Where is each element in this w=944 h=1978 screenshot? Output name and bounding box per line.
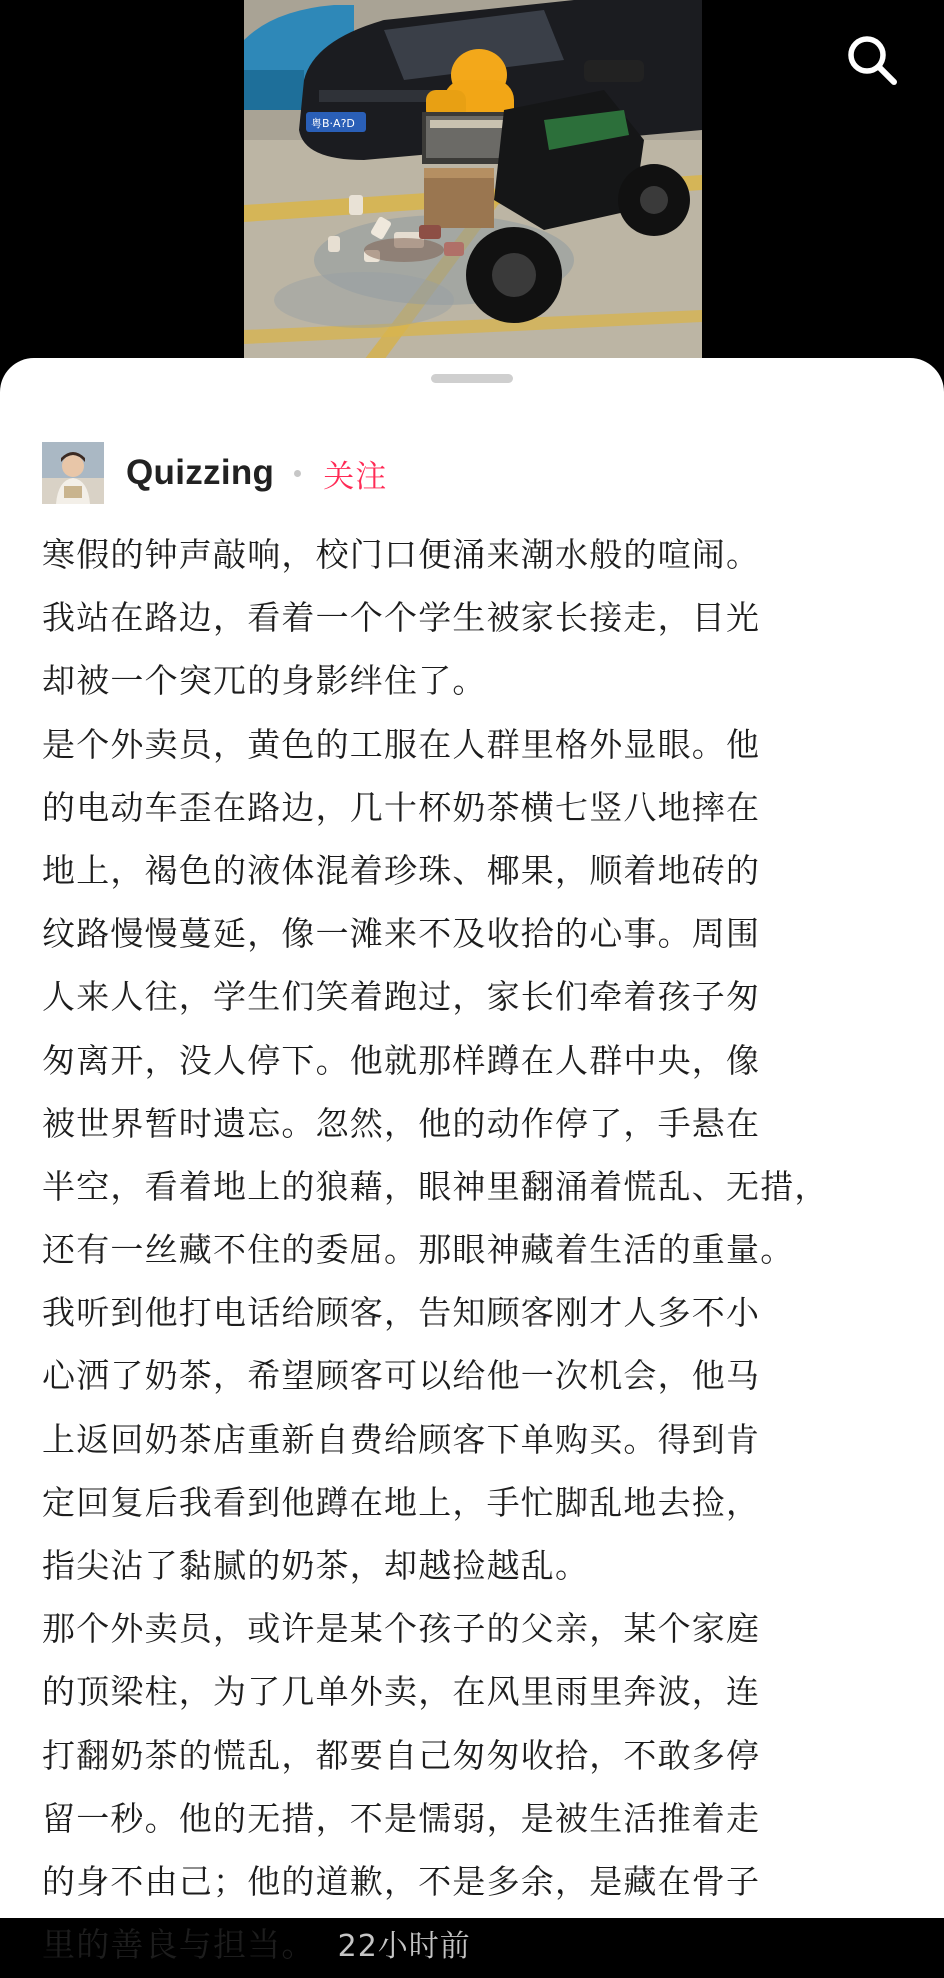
post-line: 的身不由己；他的道歉，不是多余，是藏在骨子 (42, 1861, 761, 1901)
post-line: 还有一丝藏不住的委屈。那眼神藏着生活的重量。 (42, 1230, 795, 1270)
search-icon (844, 32, 900, 88)
post-last-line (42, 1913, 932, 1976)
post-line: 那个外卖员，或许是某个孩子的父亲，某个家庭 (42, 1609, 761, 1649)
author-name[interactable]: Quizzing (126, 453, 275, 492)
post-line: 心洒了奶茶，希望顾客可以给他一次机会，他马 (42, 1356, 761, 1396)
post-line: 的电动车歪在路边，几十杯奶茶横七竖八地摔在 (42, 787, 761, 827)
post-sheet[interactable] (0, 358, 944, 1965)
follow-button[interactable]: 关注 (323, 458, 388, 495)
post-line: 是个外卖员，黄色的工服在人群里格外显眼。他 (42, 724, 761, 764)
post-line: 里的善良与担当。 (42, 1925, 316, 1965)
avatar[interactable] (42, 442, 104, 504)
separator-dot (294, 470, 301, 477)
post-line: 寒假的钟声敲响，校门口便涌来潮水般的喧闹。 (42, 535, 761, 574)
avatar-image (42, 442, 104, 504)
post-photo-image (244, 0, 702, 360)
post-line: 指尖沾了黏腻的奶茶，却越捡越乱。 (42, 1546, 590, 1585)
post-line: 匆离开，没人停下。他就那样蹲在人群中央，像 (42, 1040, 761, 1080)
post-line: 半空，看着地上的狼藉，眼神里翻涌着慌乱、无措， (42, 1166, 829, 1206)
license-plate-text: 粤B·A?D (311, 117, 355, 130)
sheet-drag-handle[interactable] (431, 374, 513, 383)
post-timestamp: 22小时前 (337, 1929, 471, 1965)
post-line: 的顶梁柱，为了几单外卖，在风里雨里奔波，连 (42, 1672, 761, 1712)
post-line: 被世界暂时遗忘。忽然，他的动作停了，手悬在 (42, 1103, 761, 1143)
post-line: 打翻奶茶的慌乱，都要自己匆匆收拾，不敢多停 (42, 1735, 761, 1775)
post-line: 定回复后我看到他蹲在地上，手忙脚乱地去捡， (42, 1482, 761, 1522)
post-line: 我听到他打电话给顾客，告知顾客刚才人多不小 (42, 1293, 761, 1333)
post-line: 我站在路边，看着一个个学生被家长接走，目光 (42, 598, 761, 638)
post-photo[interactable] (244, 0, 702, 360)
post-line: 却被一个突兀的身影绊住了。 (42, 661, 487, 701)
post-text (42, 523, 932, 1976)
post-line: 纹路慢慢蔓延，像一滩来不及收拾的心事。周围 (42, 914, 761, 954)
author-row (42, 442, 387, 504)
photo-viewer[interactable] (0, 0, 944, 360)
post-line: 地上，褐色的液体混着珍珠、椰果，顺着地砖的 (42, 850, 761, 890)
search-button[interactable] (836, 24, 908, 96)
post-line: 人来人往，学生们笑着跑过，家长们牵着孩子匆 (42, 977, 761, 1017)
post-line: 留一秒。他的无措，不是懦弱，是被生活推着走 (42, 1798, 761, 1838)
post-line: 上返回奶茶店重新自费给顾客下单购买。得到肯 (42, 1419, 761, 1459)
